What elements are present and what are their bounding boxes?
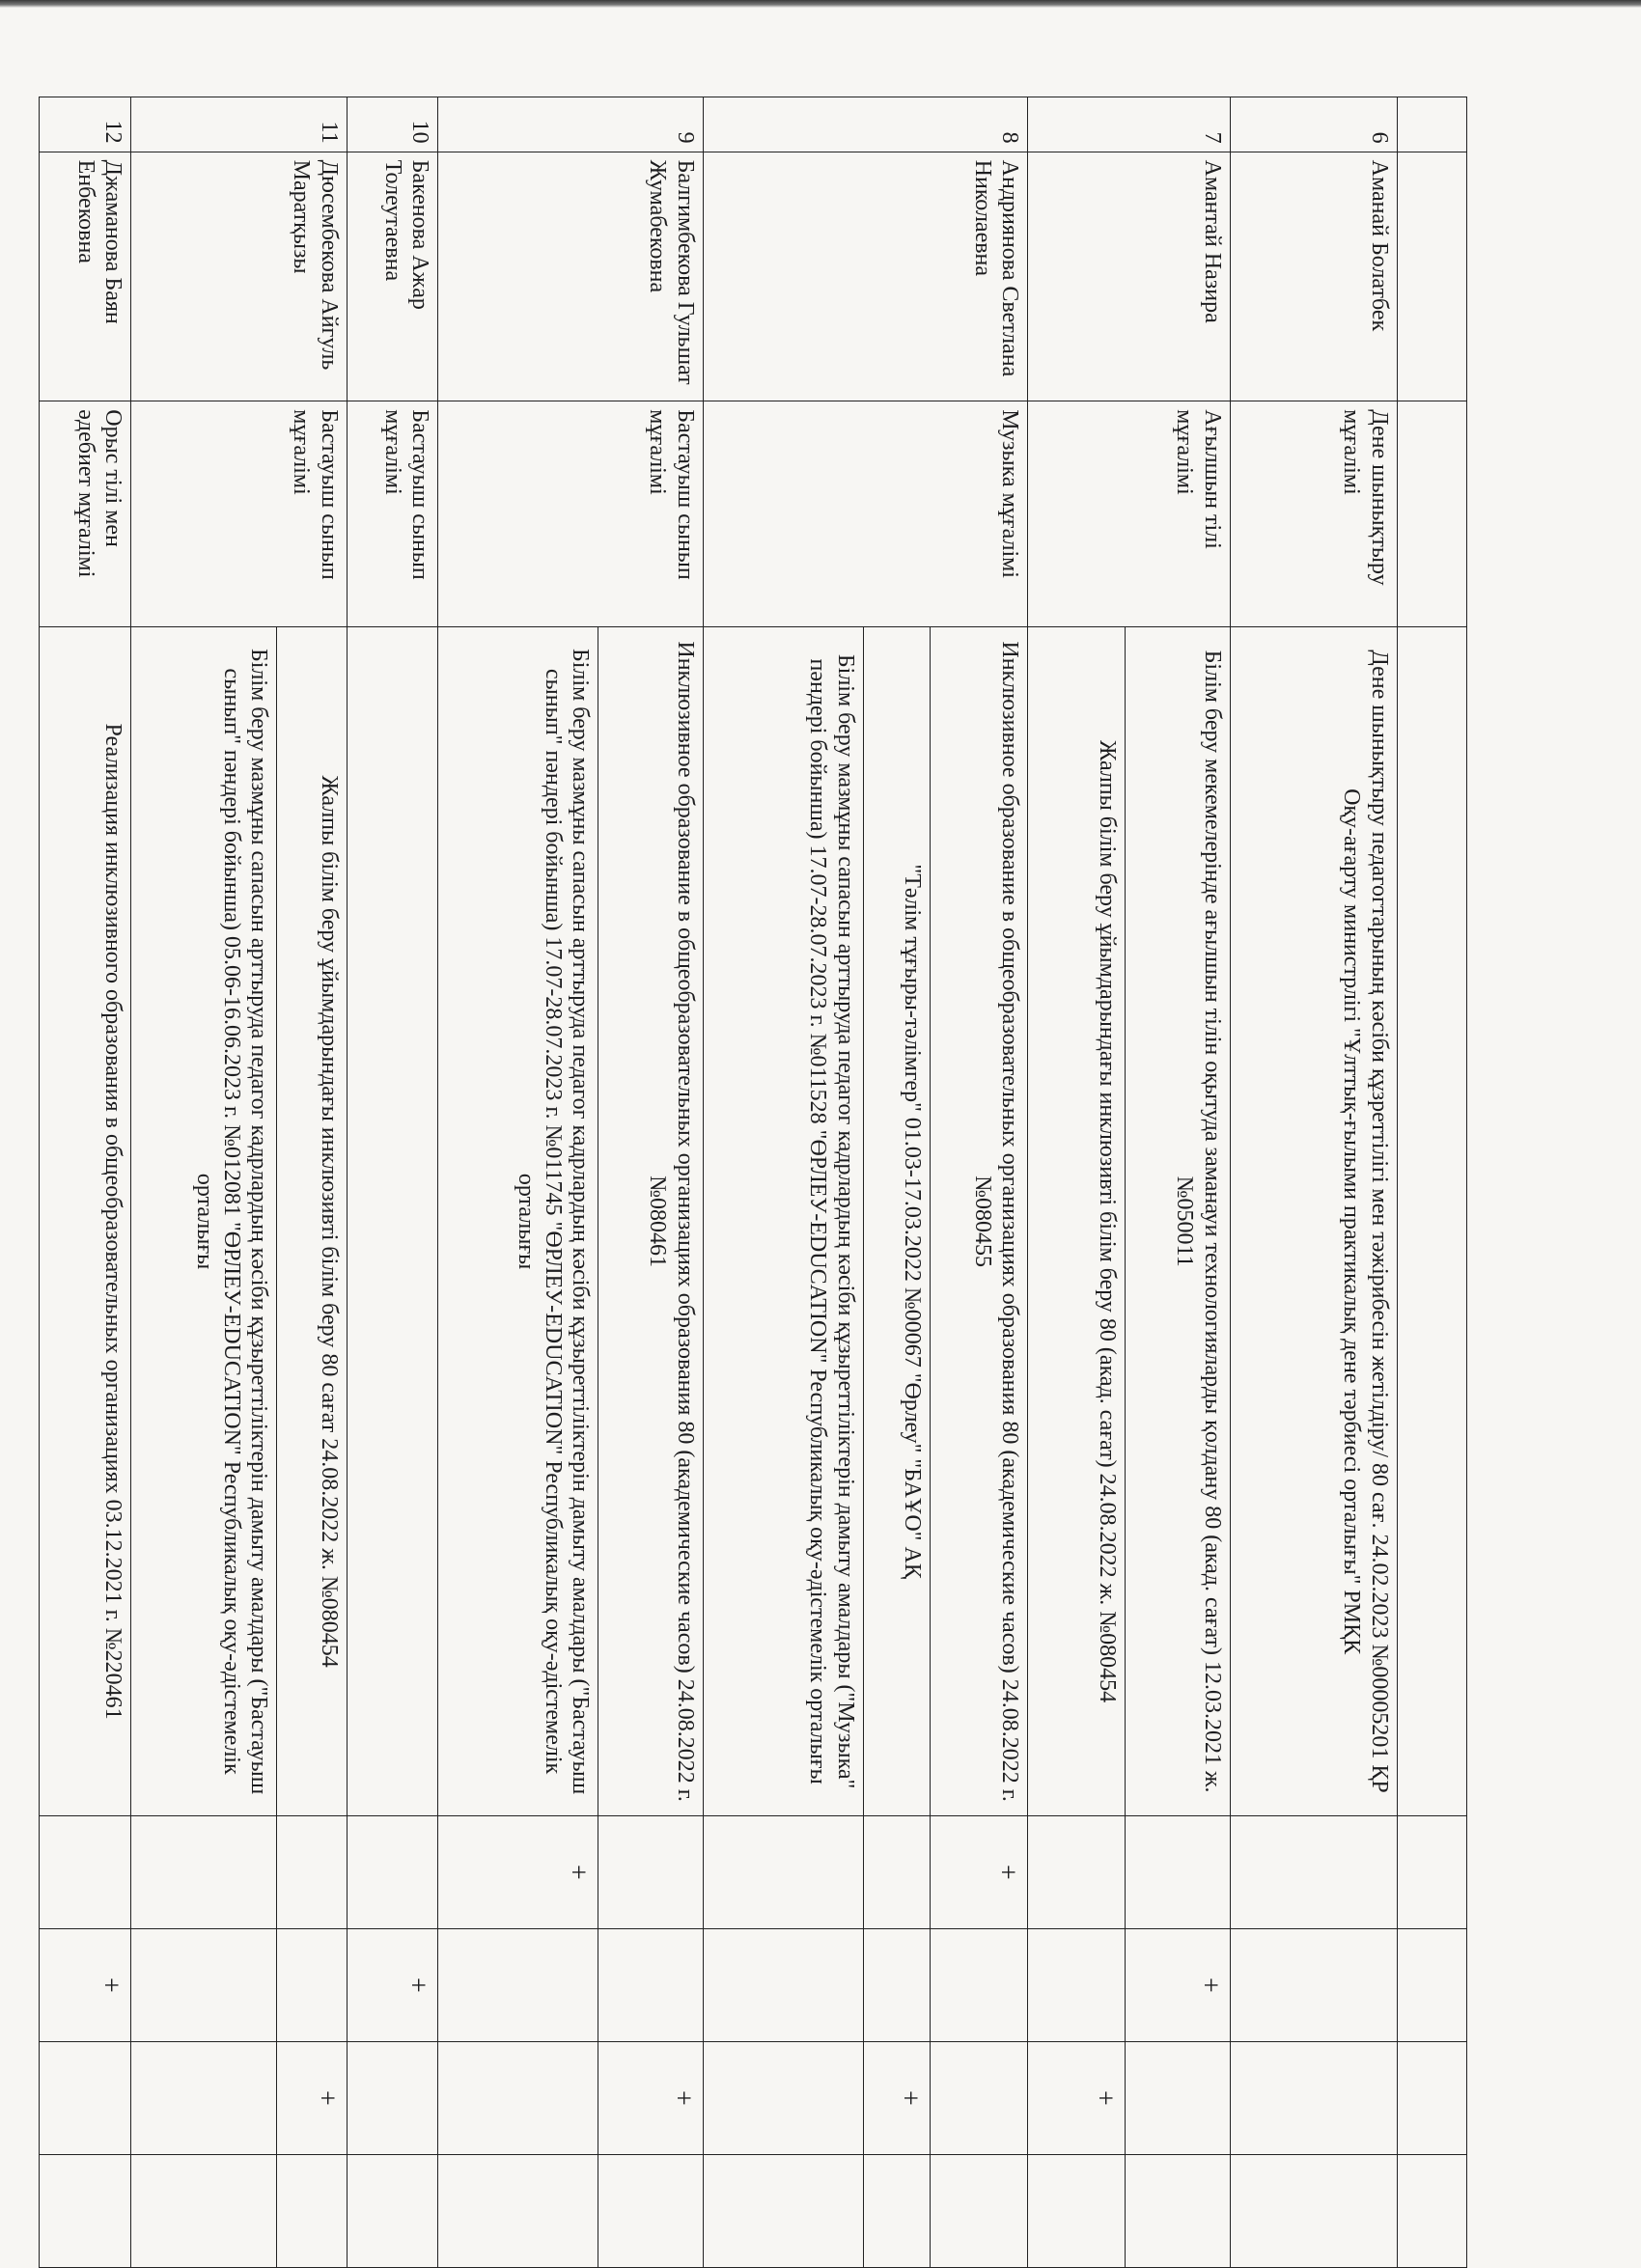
table-row — [1126, 97, 1230, 2268]
plus-mark — [1397, 2041, 1466, 2154]
plus-mark — [931, 1928, 1028, 2041]
teacher-position: Орыс тілі мен әдебиет мұғалімі — [40, 401, 131, 627]
plus-mark: + — [863, 2041, 930, 2154]
teacher-name: Амантай Назира — [1028, 152, 1230, 401]
plus-mark — [1028, 1815, 1126, 1928]
course-description: Реализация инклюзивного образования в общеобразовательных организациях 03.12.2021 г. №220461 — [40, 627, 131, 1816]
plus-mark — [40, 1815, 131, 1928]
table-row — [1397, 97, 1466, 2268]
rotated-page — [39, 97, 1467, 2268]
teacher-name: Джаманова Баян Енбековна — [40, 152, 131, 401]
table-row — [277, 97, 347, 2268]
plus-mark — [931, 2041, 1028, 2154]
teacher-name — [1397, 152, 1466, 401]
course-description: Білім беру мекемелерінде ағылшын тілін оқытуда заманауи технологияларды қолдану 80 (акад. сағат) 12.03.2021 ж. №050011 — [1126, 627, 1230, 1816]
plus-mark: + — [1028, 2041, 1126, 2154]
plus-mark — [40, 2154, 131, 2267]
table-row — [931, 97, 1028, 2268]
plus-mark — [40, 2041, 131, 2154]
plus-mark — [703, 1815, 863, 1928]
course-description — [1397, 627, 1466, 1816]
plus-mark — [1126, 2154, 1230, 2267]
teacher-position: Бастауыш сынып мұғалімі — [438, 401, 703, 627]
plus-mark — [703, 1928, 863, 2041]
row-number — [1397, 97, 1466, 152]
plus-mark — [703, 2041, 863, 2154]
plus-mark — [598, 1928, 703, 2041]
row-number: 10 — [347, 97, 438, 152]
plus-mark — [130, 2154, 277, 2267]
plus-mark — [1126, 1815, 1230, 1928]
plus-mark — [1230, 2154, 1397, 2267]
plus-mark: + — [438, 1815, 598, 1928]
table-row — [598, 97, 703, 2268]
plus-mark — [438, 1928, 598, 2041]
plus-mark: + — [1126, 1928, 1230, 2041]
course-description — [347, 627, 438, 1816]
course-description: Білім беру мазмұны сапасын арттыруда педагог кадрлардың кәсіби құзыреттіліктерін дамыту амалдары ("Бастауыш сынып" пәндері бойынша) 17.07-28.07.2023 г. №011745 "ӨРЛЕУ-EDUCATION" Республикалық оқу-әдістемелік орталығы — [438, 627, 598, 1816]
plus-mark: + — [931, 1815, 1028, 1928]
teacher-name: Дюсембекова Айгуль Маратқызы — [130, 152, 347, 401]
plus-mark — [703, 2154, 863, 2267]
teacher-position: Бастауыш сынып мұғалімі — [347, 401, 438, 627]
row-number: 8 — [703, 97, 1027, 152]
plus-mark — [1028, 1928, 1126, 2041]
plus-mark — [130, 2041, 277, 2154]
plus-mark — [863, 2154, 930, 2267]
plus-mark — [347, 2154, 438, 2267]
plus-mark — [931, 2154, 1028, 2267]
teacher-position: Дене шынықтыру мұғалімі — [1230, 401, 1397, 627]
plus-mark — [438, 2154, 598, 2267]
plus-mark: + — [277, 2041, 347, 2154]
teacher-name: Андриянова Светлана Николаевна — [703, 152, 1027, 401]
teacher-training-table — [39, 97, 1467, 2268]
course-description: Білім беру мазмұны сапасын арттыруда педагог кадрлардың кәсіби құзыреттіліктерін дамыту амалдары ("Музыка" пәндері бойынша) 17.07-28.07.2023 г. №011528 "ӨРЛЕУ-EDUCATION" Республикалық оқу-әдістемелік орталығы — [703, 627, 863, 1816]
course-description: Инклюзивное образование в общеобразовательных организациях образования 80 (академические часов) 24.08.2022 г. №080455 — [931, 627, 1028, 1816]
course-description: Жалпы білім беру ұйымдарындағы инклюзивті білім беру 80 (акад. сағат) 24.08.2022 ж. №080454 — [1028, 627, 1126, 1816]
table-row — [347, 97, 438, 2268]
plus-mark: + — [598, 2041, 703, 2154]
plus-mark — [347, 1815, 438, 1928]
plus-mark — [1397, 1928, 1466, 2041]
plus-mark — [863, 1815, 930, 1928]
teacher-name: Балгимбекова Гульшат Жумабековна — [438, 152, 703, 401]
plus-mark: + — [40, 1928, 131, 2041]
row-number: 7 — [1028, 97, 1230, 152]
plus-mark — [598, 1815, 703, 1928]
teacher-position — [1397, 401, 1466, 627]
row-number: 12 — [40, 97, 131, 152]
plus-mark — [277, 1815, 347, 1928]
plus-mark — [277, 1928, 347, 2041]
plus-mark — [1028, 2154, 1126, 2267]
row-number: 11 — [130, 97, 347, 152]
table-row — [40, 97, 131, 2268]
plus-mark — [1126, 2041, 1230, 2154]
plus-mark — [1230, 2041, 1397, 2154]
plus-mark — [863, 1928, 930, 2041]
plus-mark — [1397, 2154, 1466, 2267]
plus-mark — [347, 2041, 438, 2154]
plus-mark — [130, 1815, 277, 1928]
course-description: Білім беру мазмұны сапасын арттыруда педагог кадрлардың кәсіби құзыреттіліктерін дамыту амалдары ("Бастауыш сынып" пәндері бойынша) 05.06-16.06.2023 г. №012081 "ӨРЛЕУ-EDUCATION" Республикалық оқу-әдістемелік орталығы — [130, 627, 277, 1816]
plus-mark — [438, 2041, 598, 2154]
course-description: Инклюзивное образование в общеобразовательных организациях образования 80 (академические часов) 24.08.2022 г. №080461 — [598, 627, 703, 1816]
plus-mark — [598, 2154, 703, 2267]
plus-mark — [277, 2154, 347, 2267]
course-description: Дене шынықтыру педагогтарының кәсіби құзреттілігі мен тәжірибесін жетілдіру/ 80 сағ. 24.02.2023 №00005201 ҚР Оқу-ағарту министрлігі "Ұлттық-ғылыми практикалық дене тәрбиесі орталығы" РМҚК — [1230, 627, 1397, 1816]
scan-top-edge — [0, 0, 1641, 8]
plus-mark — [1230, 1815, 1397, 1928]
teacher-position: Ағылшын тілі мұғалімі — [1028, 401, 1230, 627]
plus-mark — [1397, 1815, 1466, 1928]
course-description: "Тәлім тұғыры-тәлімгер" 01.03-17.03.2022 №00067 "Өрлеу" "БАҰО" АҚ — [863, 627, 930, 1816]
course-description: Жалпы білім беру ұйымдарындағы инклюзивті білім беру 80 сағат 24.08.2022 ж. №080454 — [277, 627, 347, 1816]
teacher-name: Аманай Болатбек — [1230, 152, 1397, 401]
row-number: 6 — [1230, 97, 1397, 152]
plus-mark: + — [347, 1928, 438, 2041]
teacher-position: Музыка мұғалімі — [703, 401, 1027, 627]
plus-mark — [130, 1928, 277, 2041]
table-row — [1230, 97, 1397, 2268]
teacher-position: Бастауыш сынып мұғалімі — [130, 401, 347, 627]
plus-mark — [1230, 1928, 1397, 2041]
row-number: 9 — [438, 97, 703, 152]
teacher-name: Бакенова Ажар Толеутаевна — [347, 152, 438, 401]
